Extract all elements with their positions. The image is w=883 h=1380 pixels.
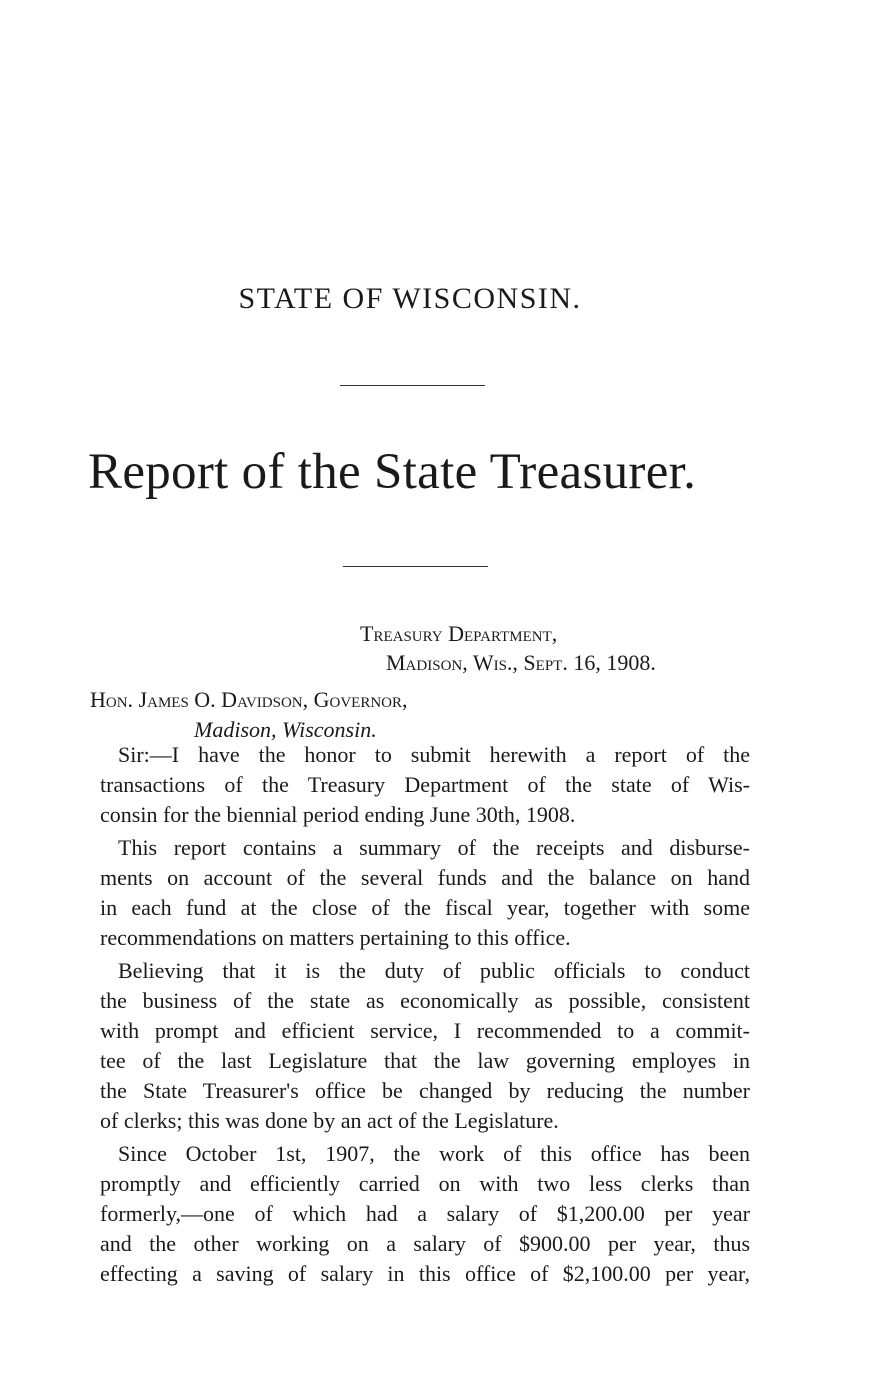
body-line: promptly and efficiently carried on with two less clerks than xyxy=(100,1171,750,1196)
body-line: consin for the biennial period ending June 30th, 1908. xyxy=(100,802,576,827)
body-line: transactions of the Treasury Department of the state of Wis- xyxy=(100,772,750,797)
state-heading: STATE OF WISCONSIN. xyxy=(238,282,582,315)
body-line: the business of the state as economically as possible, consistent xyxy=(100,988,750,1013)
body-line: the State Treasurer's office be changed by reducing the number xyxy=(100,1078,750,1103)
place-date-line: Madison, Wis., Sept. 16, 1908. xyxy=(386,650,656,675)
body-line: This report contains a summary of the receipts and disburse- xyxy=(118,835,750,860)
body-line: Sir:—I have the honor to submit herewith a report of the xyxy=(118,742,750,767)
addressee-line: Hon. James O. Davidson, Governor, xyxy=(90,687,408,712)
body-line: Since October 1st, 1907, the work of this office has been xyxy=(118,1141,750,1166)
report-title: Report of the State Treasurer. xyxy=(88,444,697,500)
body-line: with prompt and efficient service, I recommended to a commit- xyxy=(100,1018,750,1043)
addressee-city: Madison, Wisconsin. xyxy=(194,717,377,742)
body-line: recommendations on matters pertaining to this office. xyxy=(100,925,571,950)
body-line: of clerks; this was done by an act of the Legislature. xyxy=(100,1108,559,1133)
body-line: in each fund at the close of the fiscal year, together with some xyxy=(100,895,750,920)
department-line: Treasury Department, xyxy=(360,621,558,646)
divider-rule xyxy=(340,385,485,386)
body-line: and the other working on a salary of $900.00 per year, thus xyxy=(100,1231,750,1256)
body-line: effecting a saving of salary in this office of $2,100.00 per year, xyxy=(100,1261,750,1286)
body-line: tee of the last Legislature that the law governing employes in xyxy=(100,1048,750,1073)
body-line: ments on account of the several funds and the balance on hand xyxy=(100,865,750,890)
divider-rule xyxy=(343,566,488,567)
body-line: Believing that it is the duty of public officials to conduct xyxy=(118,958,750,983)
body-line: formerly,—one of which had a salary of $1,200.00 per year xyxy=(100,1201,750,1226)
